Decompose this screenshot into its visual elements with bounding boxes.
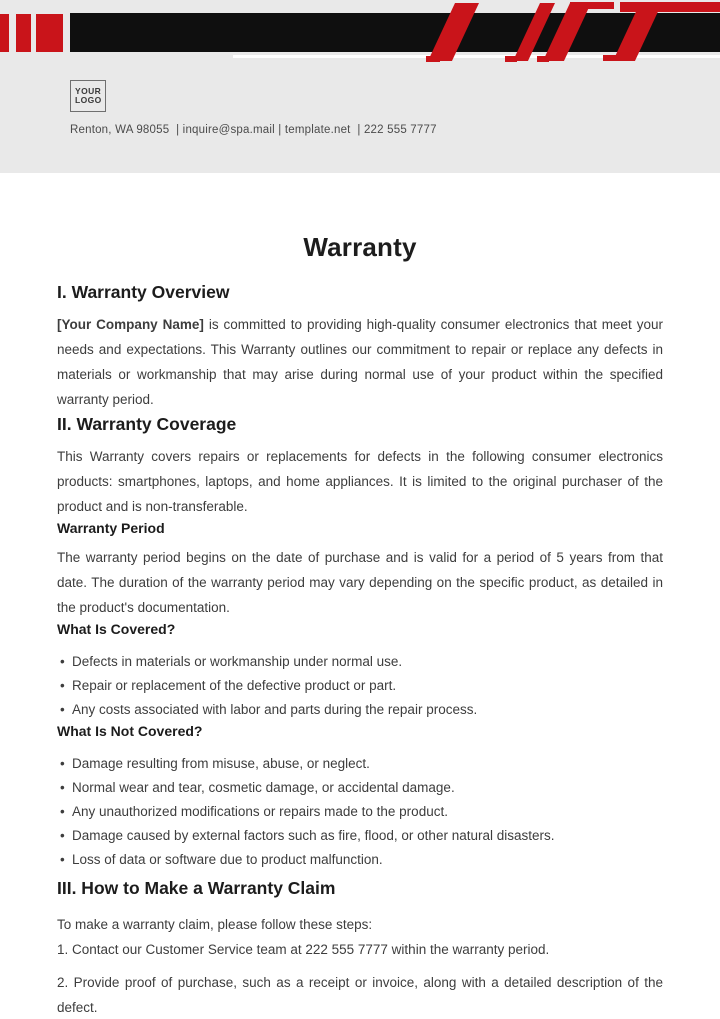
section-heading-overview: I. Warranty Overview — [57, 282, 230, 302]
list-item: • Defects in materials or workmanship under normal use. — [57, 650, 663, 674]
logo-placeholder — [70, 80, 106, 112]
list-item: • Normal wear and tear, cosmetic damage, or accidental damage. — [57, 776, 663, 800]
list-item: • Any costs associated with labor and parts during the repair process. — [57, 698, 663, 722]
subheading-warranty-period: Warranty Period — [57, 520, 165, 536]
section-heading-coverage: II. Warranty Coverage — [57, 414, 237, 434]
not-covered-list — [57, 752, 663, 872]
overview-paragraph-text: is committed to providing high-quality consumer electronics that meet your needs and expectations. This Warranty outlines our commitment to repair or replace any defects in materials or workmanship that may arise during normal use of your product within the specified warranty period. — [57, 317, 663, 407]
covered-list — [57, 650, 663, 722]
list-item: • Repair or replacement of the defective product or part. — [57, 674, 663, 698]
logo-text-line2: LOGO — [75, 95, 102, 105]
header-white-underline — [233, 55, 720, 58]
list-item: • Damage caused by external factors such as fire, flood, or other natural disasters. — [57, 824, 663, 848]
company-name-placeholder: [Your Company Name] — [57, 317, 204, 332]
claim-steps — [57, 912, 663, 1019]
red-stripe-foot — [537, 56, 549, 62]
letterhead — [0, 0, 720, 173]
red-stripe-foot — [603, 55, 617, 61]
claim-step-1: 1. Contact our Customer Service team at 222 555 7777 within the warranty period. — [57, 942, 550, 957]
section-heading-claim: III. How to Make a Warranty Claim — [57, 878, 336, 898]
red-block-medium — [16, 14, 31, 52]
red-top-segment — [620, 2, 720, 12]
logo-text-line1: YOUR — [75, 85, 102, 96]
warranty-period-paragraph: The warranty period begins on the date of purchase and is valid for a period of 5 years from that date. The duration of the warranty period may vary depending on the specific product, as detailed in the product's documentation. — [57, 550, 663, 615]
claim-intro: To make a warranty claim, please follow these steps: — [57, 917, 373, 932]
document-body — [0, 232, 720, 1019]
claim-step-2: 2. Provide proof of purchase, such as a receipt or invoice, along with a detailed description of the defect. — [57, 975, 663, 1015]
red-stripe-foot — [426, 56, 440, 62]
red-stripe-foot — [505, 56, 517, 62]
contact-line: Renton, WA 98055 | inquire@spa.mail | template.net | 222 555 7777 — [70, 124, 437, 136]
list-item: • Damage resulting from misuse, abuse, or neglect. — [57, 752, 663, 776]
overview-paragraph — [57, 312, 663, 412]
document-title: Warranty — [303, 232, 417, 262]
red-block-large — [36, 14, 63, 52]
subheading-what-is-not-covered: What Is Not Covered? — [57, 723, 203, 739]
list-item: • Loss of data or software due to product malfunction. — [57, 848, 663, 872]
red-block-small — [0, 14, 9, 52]
subheading-what-is-covered: What Is Covered? — [57, 621, 176, 637]
coverage-paragraph: This Warranty covers repairs or replacements for defects in the following consumer electronics products: smartphones, laptops, and home appliances. It is limited to the original purchaser of the product and is non-transferable. — [57, 449, 663, 514]
list-item: • Any unauthorized modifications or repairs made to the product. — [57, 800, 663, 824]
